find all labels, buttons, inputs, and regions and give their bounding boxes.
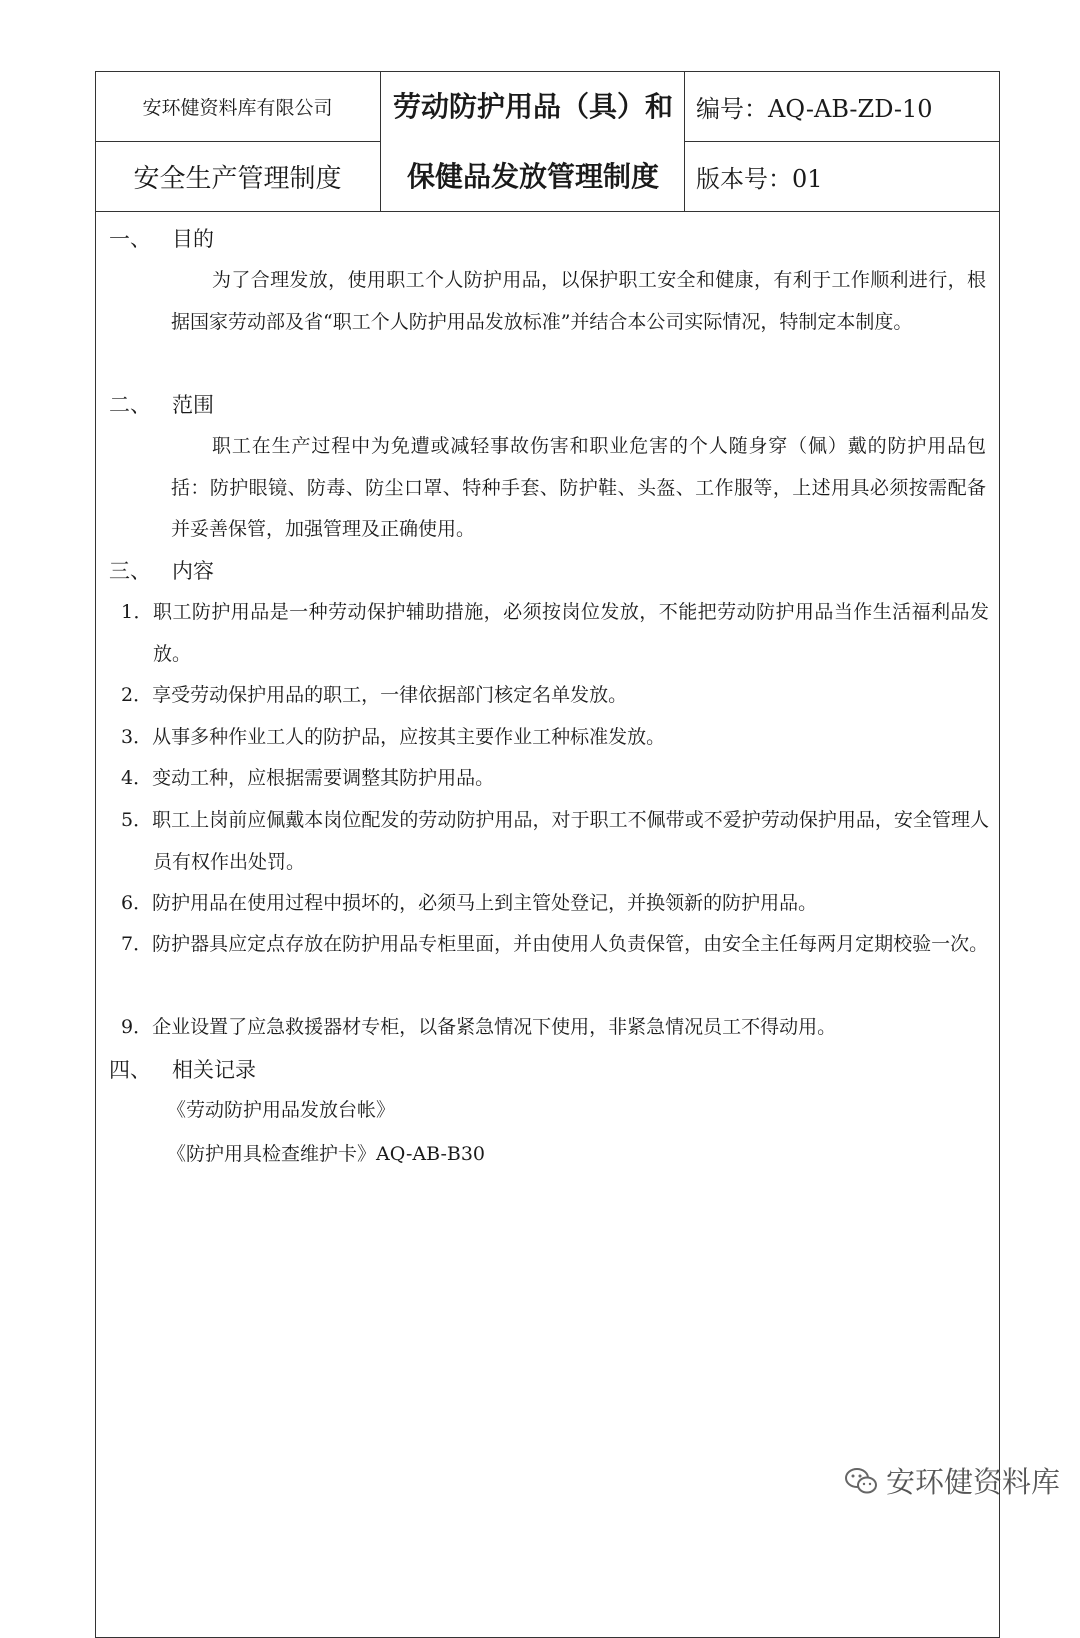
document-title — [382, 71, 684, 212]
record-item: 《劳动防护用品发放台帐》 — [167, 1099, 396, 1121]
document-form — [95, 71, 1000, 1638]
section-heading-records: 四、 相关记录 — [109, 1058, 256, 1082]
content-item: 3．从事多种作业工人的防护品，应按其主要作业工种标准发放。 — [121, 726, 666, 748]
document-category: 安全生产管理制度 — [133, 164, 342, 194]
watermark-text: 安环健资料库 — [885, 1465, 1060, 1499]
watermark — [844, 1460, 1060, 1501]
content-item: 9．企业设置了应急救援器材专柜，以备紧急情况下使用，非紧急情况员工不得动用。 — [121, 1016, 837, 1038]
content-item: 6．防护用品在使用过程中损坏的，必须马上到主管处登记，并换领新的防护用品。 — [121, 892, 818, 914]
form-header — [95, 71, 1000, 212]
content-item: 7．防护器具应定点存放在防护用品专柜里面，并由使用人负责保管，由安全主任每两月定期校验一次。 — [121, 933, 989, 955]
section-heading-scope: 二、 范围 — [109, 393, 214, 417]
content-item: 2．享受劳动保护用品的职工，一律依据部门核定名单发放。 — [121, 684, 628, 706]
section-heading-content: 三、 内容 — [109, 559, 214, 583]
wechat-icon — [844, 1466, 878, 1496]
section-text-scope: 职工在生产过程中为免遭或减轻事故伤害和职业危害的个人随身穿（佩）戴的防护用品包括：防护眼镜、防毒、防尘口罩、特种手套、防护鞋、头盔、工作服等，上述用具必须按需配备并妥善保管，加强管理及正确使用。 — [171, 435, 986, 540]
document-title-line-1: 劳动防护用品（具）和 — [392, 89, 673, 123]
content-item: 4．变动工种，应根据需要调整其防护用品。 — [121, 767, 495, 789]
record-item: 《防护用具检查维护卡》AQ-AB-B30 — [167, 1143, 486, 1165]
section-text-purpose: 为了合理发放，使用职工个人防护用品，以保护职工安全和健康，有利于工作顺利进行，根据国家劳动部及省“职工个人防护用品发放标准”并结合本公司实际情况，特制定本制度。 — [171, 269, 986, 333]
version-number: 版本号：01 — [696, 165, 823, 193]
content-item: 5．职工上岗前应佩戴本岗位配发的劳动防护用品，对于职工不佩带或不爱护劳动保护用品，安全管理人员有权作出处罚。 — [121, 809, 989, 873]
document-title-line-2: 保健品发放管理制度 — [406, 159, 659, 193]
content-item: 1．职工防护用品是一种劳动保护辅助措施，必须按岗位发放，不能把劳动防护用品当作生活福利品发放。 — [121, 601, 989, 665]
section-heading-purpose: 一、 目的 — [109, 227, 214, 251]
document-number: 编号：AQ-AB-ZD-10 — [696, 94, 933, 123]
header-divider — [380, 71, 381, 212]
company-name: 安环健资料库有限公司 — [142, 96, 333, 119]
